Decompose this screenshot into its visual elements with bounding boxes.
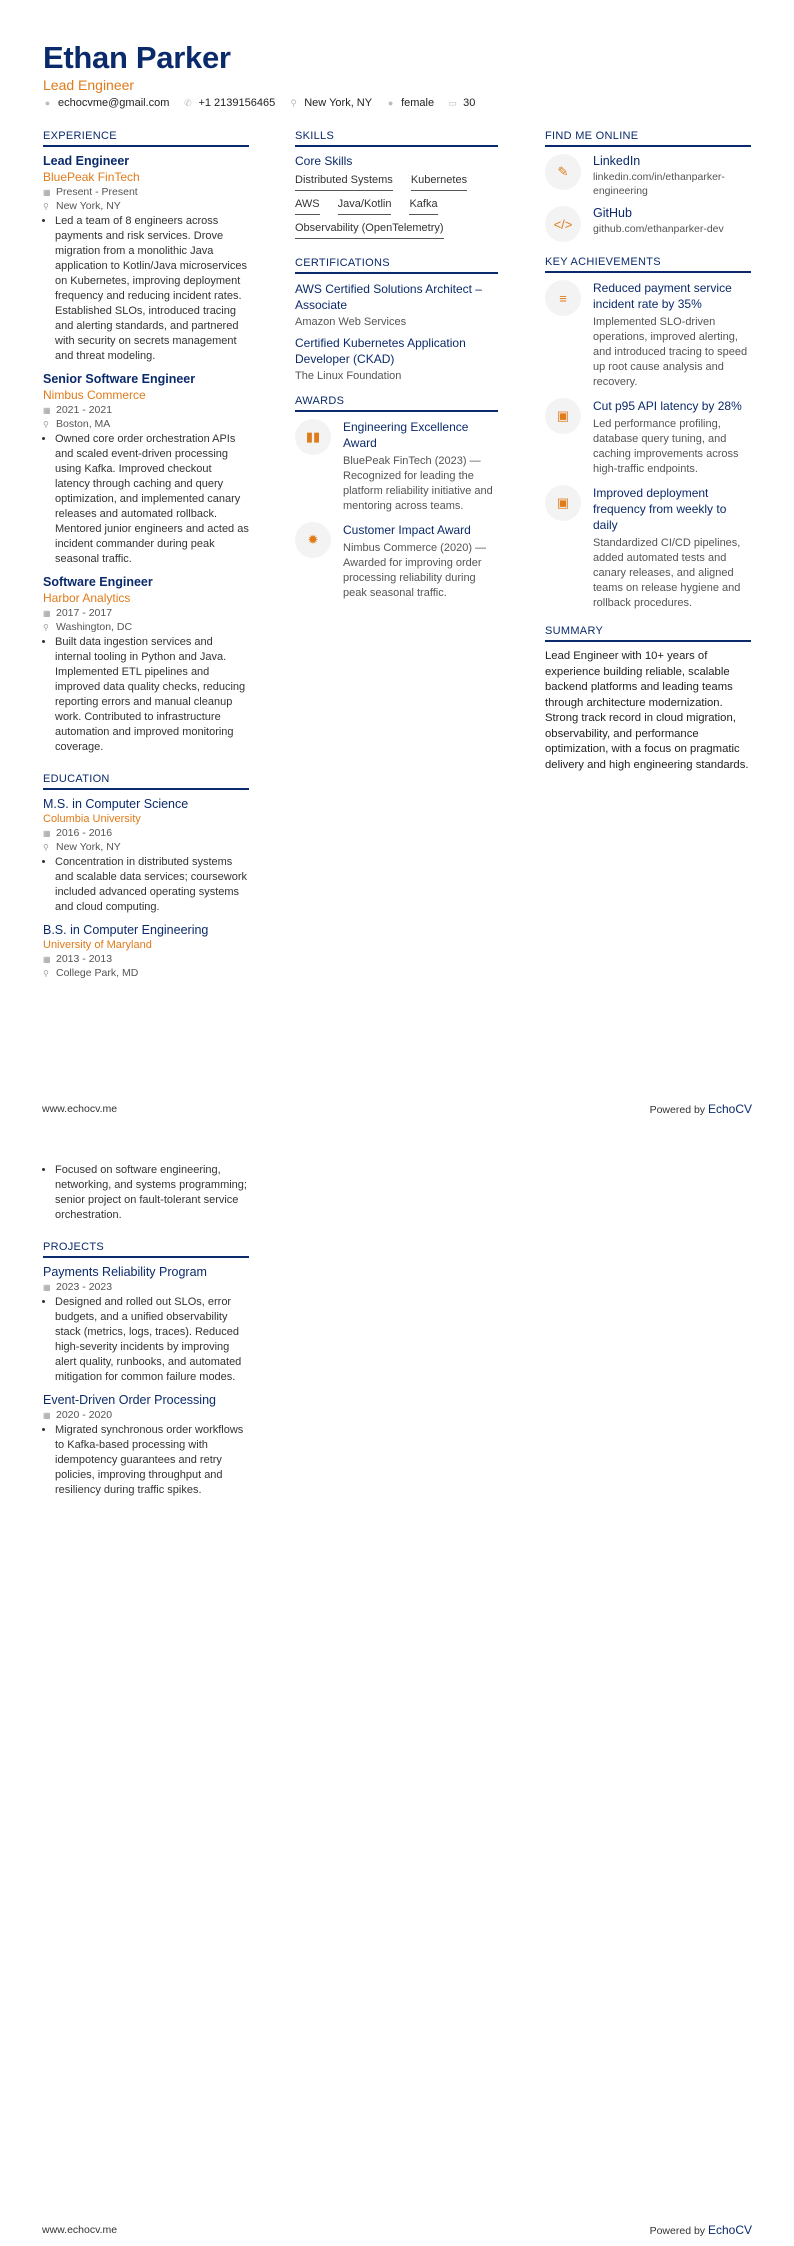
edu-description: • Focused on software engineering, networking, and systems programming; senior project on fault-tolerant service orchestration.	[55, 1163, 249, 1223]
cert-title: Certified Kubernetes Application Developer (CKAD)	[295, 336, 466, 366]
left-column	[43, 130, 249, 979]
job-dates: 2021 - 2021	[56, 404, 113, 416]
award-title: Engineering Excellence Award	[343, 420, 469, 450]
skills-group-title: Core Skills	[295, 154, 353, 168]
experience-item	[43, 154, 249, 364]
education-heading: EDUCATION	[43, 773, 249, 790]
left-column-continued	[43, 1163, 249, 1498]
job-location: Washington, DC	[56, 621, 133, 633]
job-title: Lead Engineer	[43, 154, 130, 168]
online-heading: FIND ME ONLINE	[545, 130, 751, 147]
job-location: Boston, MA	[56, 418, 111, 430]
project-title: Payments Reliability Program	[43, 1265, 207, 1279]
project-item	[43, 1393, 249, 1498]
location-pin-icon: ⚲	[43, 419, 49, 429]
contact-gender: ● female	[387, 97, 435, 109]
project-dates: 2020 - 2020	[56, 1409, 113, 1421]
page-footer	[42, 1102, 752, 1116]
job-company: Nimbus Commerce	[43, 388, 146, 402]
project-item	[43, 1265, 249, 1385]
footer-site-link[interactable]: www.echocv.me	[42, 1103, 118, 1115]
project-description: • Designed and rolled out SLOs, error budgets, and a unified observability stack (metrics, logs, traces). Reduced high-severity incidents by improving alert quality, runbooks, and automated mitigation for common failure modes.	[55, 1295, 249, 1385]
edu-location: College Park, MD	[56, 967, 139, 979]
job-title: Software Engineer	[43, 575, 153, 589]
skill-tag: Java/Kotlin	[338, 195, 392, 215]
awards-heading: AWARDS	[295, 395, 498, 412]
online-url[interactable]: linkedin.com/in/ethanparker-engineering	[593, 171, 725, 197]
achievement-title: Improved deployment frequency from weekly to daily	[593, 486, 727, 532]
summary-heading: SUMMARY	[545, 625, 751, 642]
calendar-icon: ▦	[43, 828, 51, 838]
contact-bar	[43, 97, 475, 109]
achievement-item	[545, 280, 751, 390]
middle-column	[295, 130, 498, 609]
job-description: • Built data ingestion services and internal tooling in Python and Java. Implemented ETL pipelines and improved data quality checks, reducing reporting errors and manual cleanup work. Contributed to infrastructure automation and improved monitoring coverage.	[55, 635, 249, 755]
experience-item	[43, 575, 249, 755]
gear-icon: ✹	[295, 522, 331, 558]
powered-by: Powered by EchoCV	[649, 2223, 752, 2237]
contact-phone[interactable]: ✆ +1 2139156465	[184, 97, 276, 109]
calendar-icon: ▦	[43, 608, 51, 618]
achievement-desc: Implemented SLO-driven operations, improved alerting, and introduced tracing to speed up root cause analysis and recovery.	[593, 316, 748, 388]
job-description: • Led a team of 8 engineers across payments and risk services. Drove migration from a monolithic Java application to Kotlin/Java microservices on Kubernetes, improving deployment frequency and reducing incident rates. Established SLOs, introduced tracing and alerting standards, and partnered with security on secrets management and threat modeling.	[55, 214, 249, 364]
project-dates: 2023 - 2023	[56, 1281, 113, 1293]
skills-list	[295, 171, 498, 239]
job-dates: 2017 - 2017	[56, 607, 113, 619]
calendar-icon: ▦	[43, 1282, 51, 1292]
online-title: GitHub	[593, 206, 632, 220]
award-title: Customer Impact Award	[343, 523, 471, 537]
project-title: Event-Driven Order Processing	[43, 1393, 216, 1407]
achievement-item	[545, 485, 751, 611]
job-description: • Owned core order orchestration APIs and scaled event-driven processing using Kafka. Improved checkout latency through caching and query optimization, and implemented canary releases and automated rollback. Mentored junior engineers and acted as incident commander during peak seasonal traffic.	[55, 432, 249, 567]
skills-heading: SKILLS	[295, 130, 498, 147]
achievements-heading: KEY ACHIEVEMENTS	[545, 256, 751, 273]
achievement-title: Reduced payment service incident rate by 35%	[593, 281, 732, 311]
powered-by: Powered by EchoCV	[649, 1102, 752, 1116]
calendar-icon: ▦	[43, 405, 51, 415]
skill-tag: Kafka	[409, 195, 437, 215]
contact-email[interactable]: ● echocvme@gmail.com	[44, 97, 170, 109]
edu-dates: 2016 - 2016	[56, 827, 113, 839]
school: University of Maryland	[43, 939, 152, 951]
skill-tag: Distributed Systems	[295, 171, 393, 191]
edu-dates: 2013 - 2013	[56, 953, 113, 965]
cert-title: AWS Certified Solutions Architect – Associate	[295, 282, 482, 312]
skill-tag: AWS	[295, 195, 320, 215]
achievement-item	[545, 398, 751, 477]
job-title: Senior Software Engineer	[43, 372, 196, 386]
experience-heading: EXPERIENCE	[43, 130, 249, 147]
resume-page-2	[0, 1125, 794, 2246]
bookmark-icon: ▣	[545, 398, 581, 434]
bookmark-icon: ▣	[545, 485, 581, 521]
cert-issuer: The Linux Foundation	[295, 370, 402, 382]
skill-tag: Kubernetes	[411, 171, 467, 191]
award-desc: BluePeak FinTech (2023) — Recognized for leading the platform reliability initiative and mentoring across teams.	[343, 455, 493, 512]
job-company: Harbor Analytics	[43, 591, 131, 605]
location-pin-icon: ⚲	[290, 97, 298, 108]
online-url[interactable]: github.com/ethanparker-dev	[593, 223, 724, 235]
education-item	[43, 797, 249, 915]
achievement-title: Cut p95 API latency by 28%	[593, 399, 742, 413]
experience-item	[43, 372, 249, 567]
page-footer	[42, 2223, 752, 2237]
email-icon: ●	[44, 97, 51, 108]
book-icon: ▮▮	[295, 419, 331, 455]
projects-heading: PROJECTS	[43, 1241, 249, 1258]
achievement-desc: Standardized CI/CD pipelines, added automated tests and canary releases, and aligned teams on release hygiene and rollback procedures.	[593, 537, 741, 609]
list-icon: ≡	[545, 280, 581, 316]
location-pin-icon: ⚲	[43, 842, 49, 852]
degree: M.S. in Computer Science	[43, 797, 189, 811]
certifications-heading: CERTIFICATIONS	[295, 257, 498, 274]
link-icon: ✎	[545, 154, 581, 190]
calendar-icon: ▦	[43, 1410, 51, 1420]
phone-icon: ✆	[184, 97, 192, 108]
calendar-icon: ▭	[448, 97, 457, 108]
job-location: New York, NY	[56, 200, 121, 212]
location-pin-icon: ⚲	[43, 968, 49, 978]
echocv-logo[interactable]: EchoCV	[707, 1102, 752, 1116]
education-item	[43, 923, 249, 979]
candidate-role: Lead Engineer	[43, 77, 135, 93]
online-title: LinkedIn	[593, 154, 641, 168]
job-dates: Present - Present	[56, 186, 138, 198]
online-item-github[interactable]	[545, 206, 751, 242]
contact-location: ⚲ New York, NY	[290, 97, 373, 109]
location-pin-icon: ⚲	[43, 201, 49, 211]
project-description: • Migrated synchronous order workflows to Kafka-based processing with idempotency guarantees and retry policies, improving throughput and resiliency during traffic spikes.	[55, 1423, 249, 1498]
summary-text: Lead Engineer with 10+ years of experience building reliable, scalable backend platforms and leading teams through architecture modernization. Strong track record in cloud migration, observability, and performance optimization, with a focus on pragmatic delivery and high engineering standards.	[545, 650, 749, 771]
award-item	[295, 522, 498, 601]
right-column	[545, 130, 751, 773]
edu-description: • Concentration in distributed systems and scalable data services; coursework included advanced operating systems and cloud computing.	[55, 855, 249, 915]
person-icon: ●	[387, 97, 394, 108]
degree: B.S. in Computer Engineering	[43, 923, 209, 937]
candidate-name: Ethan Parker	[43, 40, 231, 75]
award-desc: Nimbus Commerce (2020) — Awarded for improving order processing reliability during peak seasonal traffic.	[343, 542, 487, 599]
achievement-desc: Led performance profiling, database query tuning, and caching improvements across high-traffic endpoints.	[593, 418, 739, 475]
cert-issuer: Amazon Web Services	[295, 316, 407, 328]
online-item-linkedin[interactable]	[545, 154, 751, 198]
award-item	[295, 419, 498, 514]
skill-tag: Observability (OpenTelemetry)	[295, 219, 444, 239]
calendar-icon: ▦	[43, 954, 51, 964]
location-pin-icon: ⚲	[43, 622, 49, 632]
job-company: BluePeak FinTech	[43, 170, 140, 184]
contact-age: ▭ 30	[448, 97, 476, 109]
calendar-icon: ▦	[43, 187, 51, 197]
echocv-logo[interactable]: EchoCV	[707, 2223, 752, 2237]
code-icon: </>	[545, 206, 581, 242]
edu-location: New York, NY	[56, 841, 121, 853]
footer-site-link[interactable]: www.echocv.me	[42, 2224, 118, 2236]
school: Columbia University	[43, 813, 141, 825]
